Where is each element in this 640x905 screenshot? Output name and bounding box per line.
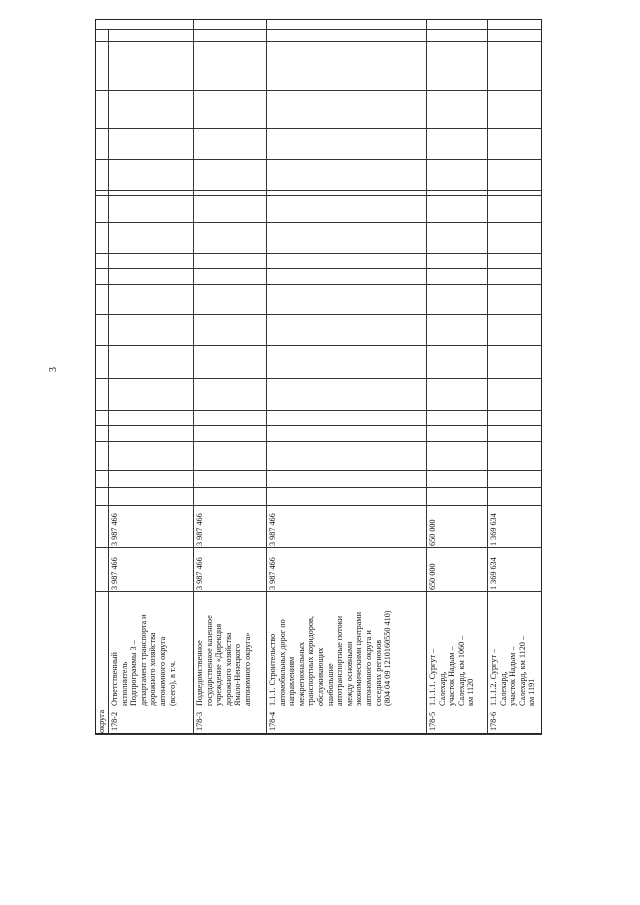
column-divider [95, 314, 542, 315]
row-divider [95, 268, 542, 269]
column-divider [95, 505, 542, 506]
row-name: 1.1.1. Строительство автомобильных дорог по направлениям межрегиональных транспортных коридоров, обслуживающих наибольшие автотранспортные потоки между основными экономическими центрами автономного округа и соседних регионов (804 04 09 1210160550 410) [268, 610, 393, 706]
value-col-b: 3 987 466 [110, 513, 119, 546]
value-col-b: 1 369 634 [489, 513, 498, 546]
row-divider [95, 195, 542, 196]
column-divider [95, 345, 542, 346]
column-divider [95, 41, 542, 42]
row-name: округа [97, 709, 106, 733]
page-number: 3 [48, 367, 59, 372]
column-divider [95, 190, 542, 191]
value-col-b: 3 987 466 [268, 513, 277, 546]
column-divider [95, 159, 542, 160]
row-separator [426, 19, 427, 734]
row-name: 1.1.1.1. Сургут – Салехард, участок Надым – Салехард, км 1060 – км 1120 [428, 635, 476, 706]
column-divider [95, 222, 542, 223]
column-divider [95, 547, 542, 548]
column-divider [95, 253, 542, 254]
value-col-a: 650 000 [428, 563, 437, 590]
value-col-a: 3 987 466 [268, 557, 277, 590]
column-divider [95, 284, 542, 285]
row-separator [193, 19, 194, 734]
row-separator [487, 19, 488, 734]
row-name: Ответственный исполнитель Подпрограммы 3 – департамент транспорта и дорожного хозяйства автономного округа (всего), в т.ч. [110, 614, 177, 706]
column-divider [95, 128, 542, 129]
row-id: 178-3 [195, 711, 204, 731]
row-id: 178-6 [489, 711, 498, 731]
column-divider [95, 378, 542, 379]
value-col-a: 3 987 466 [195, 557, 204, 590]
column-divider [95, 734, 542, 735]
value-col-a: 3 987 466 [110, 557, 119, 590]
row-divider [95, 487, 542, 488]
row-id: 178-2 [110, 711, 119, 731]
column-divider [95, 591, 542, 592]
column-divider [95, 441, 542, 442]
column-divider [95, 90, 542, 91]
column-divider [108, 29, 109, 734]
row-name: 1.1.1.2. Сургут – Салехард, участок Надым – Салехард, км 1120 – км 1191 [489, 635, 537, 706]
row-name: Подведомственное государственное казенное учреждение «Дирекция дорожного хозяйства Ямало-Ненецкого автономного округа» [195, 615, 252, 706]
row-separator [266, 19, 267, 734]
value-col-a: 1 369 634 [489, 557, 498, 590]
value-col-b: 650 000 [428, 519, 437, 546]
row-id: 178-4 [268, 711, 277, 731]
row-divider [95, 425, 542, 426]
row-divider [95, 29, 542, 30]
column-divider [95, 410, 542, 411]
value-col-b: 3 987 466 [195, 513, 204, 546]
column-divider [95, 470, 542, 471]
row-id: 178-5 [428, 711, 437, 731]
